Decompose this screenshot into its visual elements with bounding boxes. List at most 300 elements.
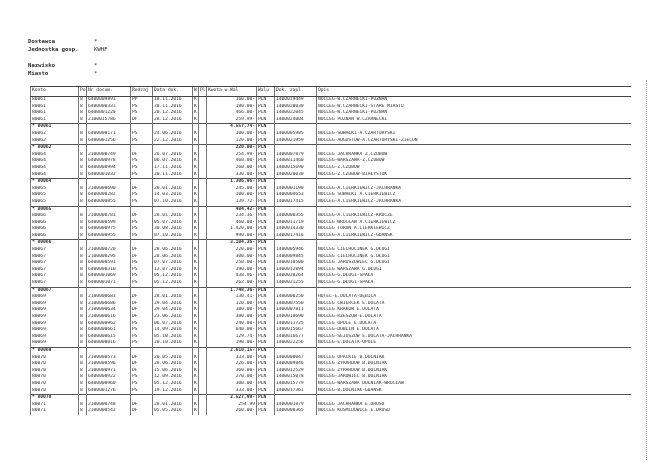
table-cell: NOCLEG ČWIERCEK E.DOLATA xyxy=(317,301,631,308)
table-cell: 1400009846 xyxy=(275,361,317,368)
table-cell: 1400020030 xyxy=(275,104,317,111)
table-cell: 8 xyxy=(79,110,87,117)
table-cell: 6400000978 xyxy=(87,158,131,165)
table-cell: 2100000295 xyxy=(87,254,131,261)
table-cell: 2100000542 xyxy=(87,408,131,415)
table-cell: NOCLEG-JAROWIEC B.DOLNIAK xyxy=(317,374,631,381)
table-cell: PLN xyxy=(257,104,275,111)
table-cell: 80070 xyxy=(31,368,79,375)
table-cell: 1400024004 xyxy=(275,117,317,124)
table-cell: 6400000960 xyxy=(87,381,131,388)
table-cell xyxy=(199,273,207,280)
table-cell: 6400000975 xyxy=(87,226,131,233)
table-cell: PLN xyxy=(257,124,275,131)
table-cell: 8 xyxy=(79,327,87,334)
table-cell xyxy=(199,240,207,247)
table-cell: 13.07.2016 xyxy=(153,267,193,274)
ledger-table xyxy=(30,86,631,415)
table-cell: 8 xyxy=(79,199,87,206)
table-cell: 2100000596 xyxy=(87,361,131,368)
table-cell: NOCLEG-Z.CZUBOW-BIAŁYSTOK xyxy=(317,172,631,179)
table-cell: 1400011719 xyxy=(275,220,317,227)
table-cell: 380.00- xyxy=(207,307,257,314)
table-cell xyxy=(199,152,207,159)
table-cell: 8 xyxy=(79,213,87,220)
table-cell: PS xyxy=(131,233,153,240)
table-cell: PLN xyxy=(257,172,275,179)
table-row xyxy=(31,402,631,409)
table-cell xyxy=(131,124,153,131)
table-cell: PLN xyxy=(257,402,275,409)
table-cell: DF xyxy=(131,152,153,159)
table-cell: * 80065 xyxy=(31,206,79,213)
table-cell: 333.00- xyxy=(207,388,257,395)
table-cell: NOCLEG TORUŃ A.CIERKIEWICZ xyxy=(317,226,631,233)
table-cell: 80064 xyxy=(31,165,79,172)
table-cell: 139.72- xyxy=(207,199,257,206)
table-cell: 80064 xyxy=(31,172,79,179)
table-cell: 990.00- xyxy=(207,233,257,240)
table-cell: DF xyxy=(131,213,153,220)
table-cell: NOCLEG SUWAŁKI A.CIERKIEWICZ xyxy=(317,192,631,199)
table-cell: 2100000683 xyxy=(87,294,131,301)
subtotal-row xyxy=(31,240,631,247)
table-cell xyxy=(199,165,207,172)
header-field-label: Dostawca xyxy=(28,39,55,45)
table-cell xyxy=(275,124,317,131)
table-cell xyxy=(153,145,193,152)
table-row xyxy=(31,267,631,274)
table-cell: 100.00- xyxy=(207,131,257,138)
table-cell: K xyxy=(194,219,197,225)
table-row xyxy=(31,213,631,220)
table-cell xyxy=(199,301,207,308)
table-cell: 1400007550 xyxy=(275,301,317,308)
table-cell xyxy=(153,124,193,131)
table-cell: DF xyxy=(131,368,153,375)
table-cell: K xyxy=(193,280,199,287)
table-cell: 130.41- xyxy=(207,294,257,301)
table-cell: PLN xyxy=(257,368,275,375)
table-cell: 1400017415 xyxy=(275,199,317,206)
table-cell: 8 xyxy=(79,152,87,159)
table-cell: NOCLEG-DOBLIN E.DOLATA xyxy=(317,327,631,334)
table-cell: 220.00- xyxy=(207,247,257,254)
table-cell: 8 xyxy=(79,117,87,124)
table-row xyxy=(31,220,631,227)
table-cell: K xyxy=(194,354,197,360)
table-cell: 1400000355 xyxy=(275,213,317,220)
table-cell: PLN xyxy=(257,347,275,354)
table-cell xyxy=(199,138,207,145)
table-cell: 1400016677 xyxy=(275,334,317,341)
table-cell: 8 xyxy=(79,334,87,341)
table-cell xyxy=(199,213,207,220)
table-cell: 1400017361 xyxy=(275,388,317,395)
table-row xyxy=(31,233,631,240)
header-field-value: * xyxy=(94,63,98,69)
table-row xyxy=(31,152,631,159)
table-cell xyxy=(275,179,317,186)
table-cell xyxy=(275,206,317,213)
table-cell: 8 xyxy=(79,374,87,381)
table-cell: 80062 xyxy=(31,131,79,138)
table-cell: 28.01.2016 xyxy=(153,213,193,220)
table-cell: NOCLEG-W.CZARNECKI-STARE MIASTO xyxy=(317,104,631,111)
table-cell: PLN xyxy=(257,321,275,328)
table-cell: 6400000816 xyxy=(87,340,131,347)
table-cell: 1400015779 xyxy=(275,381,317,388)
table-cell: 1400007879 xyxy=(275,152,317,159)
table-cell xyxy=(79,240,87,247)
table-cell: 8 xyxy=(79,314,87,321)
table-cell: DF xyxy=(131,314,153,321)
table-cell: 8 xyxy=(79,307,87,314)
table-cell: DF xyxy=(131,294,153,301)
table-cell: PLN xyxy=(257,158,275,165)
table-cell: K xyxy=(194,367,197,373)
table-cell xyxy=(199,226,207,233)
table-cell xyxy=(199,307,207,314)
table-cell xyxy=(317,347,631,354)
table-cell: PS xyxy=(131,110,153,117)
table-cell xyxy=(87,179,131,186)
table-row xyxy=(31,314,631,321)
table-cell: PLN xyxy=(257,395,275,402)
table-cell: 8 xyxy=(79,402,87,409)
table-cell xyxy=(199,199,207,206)
table-cell: 6400000171 xyxy=(87,131,131,138)
table-cell: DF xyxy=(131,301,153,308)
table-cell: 1.748,36- xyxy=(207,287,257,294)
table-cell: 460.00- xyxy=(207,158,257,165)
table-cell: 4.557,74- xyxy=(207,124,257,131)
table-row xyxy=(31,104,631,111)
table-cell: PLN xyxy=(257,206,275,213)
table-cell: 1400019449 xyxy=(275,97,317,104)
column-header: Kwota w Wal xyxy=(207,87,257,97)
table-cell: 1400022256 xyxy=(275,340,317,347)
table-cell: 80070 xyxy=(31,381,79,388)
table-cell: 07.07.2016 xyxy=(153,260,193,267)
table-cell: 1400014330 xyxy=(275,226,317,233)
table-cell: 8 xyxy=(79,186,87,193)
subtotal-row xyxy=(31,124,631,131)
table-cell: 1400001879 xyxy=(275,402,317,409)
table-header-row xyxy=(31,87,631,97)
table-cell: 1400020030 xyxy=(275,172,317,179)
table-cell: PLN xyxy=(257,131,275,138)
table-cell: DF xyxy=(131,186,153,193)
table-cell: 20.05.2016 xyxy=(153,355,193,362)
table-cell: 8 xyxy=(79,138,87,145)
table-cell: 14.09.2016 xyxy=(153,327,193,334)
table-cell: 05.12.2016 xyxy=(153,280,193,287)
table-cell: NOCLEG JAROSZOWIEC G.DŁUGI xyxy=(317,260,631,267)
table-cell: PLN xyxy=(257,179,275,186)
table-cell xyxy=(87,145,131,152)
table-cell: NOCLEG CIECHOCINEK G.DŁUGI xyxy=(317,247,631,254)
table-cell: PLN xyxy=(257,152,275,159)
page-edge xyxy=(643,80,647,460)
table-cell: 23.06.2016 xyxy=(153,314,193,321)
table-cell xyxy=(87,347,131,354)
table-cell: 30.08.2016 xyxy=(153,226,193,233)
table-cell: K xyxy=(194,164,197,170)
table-cell: PS xyxy=(131,104,153,111)
table-cell: 28.06.2016 xyxy=(153,247,193,254)
table-row xyxy=(31,199,631,206)
table-cell xyxy=(79,124,87,131)
table-cell: DF xyxy=(131,254,153,261)
table-cell: PLN xyxy=(257,294,275,301)
table-cell: DF xyxy=(131,247,153,254)
table-row xyxy=(31,192,631,199)
table-cell: * 80067 xyxy=(31,287,79,294)
table-cell: 6400001071 xyxy=(87,280,131,287)
table-row xyxy=(31,131,631,138)
table-cell xyxy=(199,110,207,117)
table-cell: 80061 xyxy=(31,104,79,111)
subtotal-row xyxy=(31,347,631,354)
table-cell: K xyxy=(194,300,197,306)
table-cell: 80069 xyxy=(31,340,79,347)
subtotal-row xyxy=(31,206,631,213)
table-cell: PS xyxy=(131,273,153,280)
table-cell: PLN xyxy=(257,388,275,395)
table-cell: PLN xyxy=(257,355,275,362)
table-cell: 28.01.2016 xyxy=(153,294,193,301)
table-cell: K xyxy=(194,103,197,109)
table-cell xyxy=(131,240,153,247)
table-cell: 80070 xyxy=(31,374,79,381)
table-cell: DF xyxy=(131,117,153,124)
table-cell: 8 xyxy=(79,340,87,347)
table-cell: 6400000310 xyxy=(87,267,131,274)
table-cell: PLN xyxy=(257,260,275,267)
table-cell: PS xyxy=(131,321,153,328)
table-cell xyxy=(317,206,631,213)
table-cell: 80069 xyxy=(31,321,79,328)
table-row xyxy=(31,172,631,179)
table-cell: 80070 xyxy=(31,361,79,368)
table-cell: PS xyxy=(131,131,153,138)
table-cell: 8 xyxy=(79,388,87,395)
column-header: Dok. zapl. xyxy=(275,87,317,97)
table-cell: 1400017416 xyxy=(275,233,317,240)
table-cell: NOCLEG-RZESZÓW-E.DOLATA xyxy=(317,314,631,321)
table-cell xyxy=(275,347,317,354)
table-cell: PLN xyxy=(257,138,275,145)
table-cell: PLN xyxy=(257,408,275,415)
table-row xyxy=(31,247,631,254)
table-cell: K xyxy=(194,327,197,333)
table-cell: PS xyxy=(131,199,153,206)
table-cell: K xyxy=(194,307,197,313)
table-cell: NOCLEG-W.CZARNECKI-POZNAŃ xyxy=(317,110,631,117)
table-cell: K xyxy=(194,151,197,157)
table-cell: NOCLEG JACHRANKA E.DRUSD xyxy=(317,402,631,409)
table-cell: K xyxy=(194,401,197,407)
table-cell: 484,42- xyxy=(207,206,257,213)
table-row xyxy=(31,388,631,395)
table-cell xyxy=(199,408,207,415)
table-cell: 1400021959 xyxy=(275,138,317,145)
table-cell: 10.11.2016 xyxy=(153,97,193,104)
table-cell: 245.00- xyxy=(207,186,257,193)
table-cell: 05.12.2016 xyxy=(153,273,193,280)
header-field xyxy=(28,54,94,62)
table-cell: NOCLEG-SEJOSZÓW E.DOLATA-JACHRANKA xyxy=(317,334,631,341)
header-field-label: Nazwisko xyxy=(28,63,55,69)
table-cell: 6400000615 xyxy=(87,334,131,341)
table-row xyxy=(31,186,631,193)
table-cell xyxy=(275,287,317,294)
table-cell: 6400001220 xyxy=(87,110,131,117)
table-cell: 8 xyxy=(79,104,87,111)
table-cell: 20.01.2016 xyxy=(153,186,193,193)
table-cell: NOCLEG-B.DOLNIAK-GDAŃSK xyxy=(317,388,631,395)
table-cell: 80066 xyxy=(31,213,79,220)
table-cell xyxy=(199,334,207,341)
table-row xyxy=(31,260,631,267)
table-cell: PS xyxy=(131,172,153,179)
table-cell xyxy=(153,206,193,213)
table-cell: PLN xyxy=(257,117,275,124)
table-cell: 8 xyxy=(79,165,87,172)
table-cell xyxy=(199,388,207,395)
table-cell: 80071 xyxy=(31,408,79,415)
table-cell: 260.00- xyxy=(207,165,257,172)
table-cell: 24.06.2016 xyxy=(153,131,193,138)
table-cell xyxy=(153,287,193,294)
table-cell: 80069 xyxy=(31,327,79,334)
table-cell xyxy=(79,395,87,402)
header-field xyxy=(28,38,97,46)
table-cell xyxy=(153,347,193,354)
table-cell: 8 xyxy=(79,131,87,138)
table-cell: 06.07.2016 xyxy=(153,158,193,165)
table-row xyxy=(31,110,631,117)
table-cell: NOCLEG-E.DOLATA-OPOLE xyxy=(317,340,631,347)
table-cell: K xyxy=(194,294,197,300)
table-cell: 6400001256 xyxy=(87,138,131,145)
table-cell: 2100000573 xyxy=(87,355,131,362)
table-cell: PLN xyxy=(257,334,275,341)
table-cell: K xyxy=(193,138,199,145)
table-cell: 80067 xyxy=(31,260,79,267)
table-cell: 80061 xyxy=(31,97,79,104)
table-cell xyxy=(199,145,207,152)
table-cell xyxy=(131,179,153,186)
table-cell: PLN xyxy=(257,361,275,368)
table-cell: 07.10.2016 xyxy=(153,233,193,240)
table-cell: K xyxy=(194,226,197,232)
column-header: Data dok. xyxy=(153,87,193,97)
table-cell: PLN xyxy=(257,165,275,172)
column-header: Nr docum. xyxy=(87,87,131,97)
table-cell: 254.99- xyxy=(207,152,257,159)
table-cell: * 80070 xyxy=(31,395,79,402)
table-row xyxy=(31,381,631,388)
table-row xyxy=(31,307,631,314)
table-cell xyxy=(87,206,131,213)
table-cell xyxy=(199,104,207,111)
table-cell: PLN xyxy=(257,301,275,308)
table-cell: NOCLEG WARSZAWA G.DŁUGI xyxy=(317,267,631,274)
table-cell xyxy=(131,395,153,402)
table-cell xyxy=(79,206,87,213)
table-cell: 8 xyxy=(79,355,87,362)
table-cell: 6400001032 xyxy=(87,172,131,179)
table-cell xyxy=(199,347,207,354)
table-cell: 80067 xyxy=(31,267,79,274)
table-cell: 1.306,96- xyxy=(207,179,257,186)
table-cell: NOCLEG POZNAŃ W.CZARNECKI xyxy=(317,117,631,124)
table-cell xyxy=(199,314,207,321)
table-cell: PS xyxy=(131,388,153,395)
table-cell: DF xyxy=(131,355,153,362)
table-row xyxy=(31,355,631,362)
table-cell: K xyxy=(194,185,197,191)
table-cell: 80070 xyxy=(31,355,79,362)
table-cell: PS xyxy=(131,260,153,267)
table-cell: NOCLEG KRAKÓW E.DOLATA xyxy=(317,307,631,314)
table-cell: 05.07.2016 xyxy=(153,220,193,227)
table-cell: PLN xyxy=(257,192,275,199)
table-cell: 2100000748 xyxy=(87,402,131,409)
table-cell: 466.00- xyxy=(207,110,257,117)
table-cell: 8 xyxy=(79,408,87,415)
table-cell: * 80066 xyxy=(31,240,79,247)
table-cell: 262.00- xyxy=(207,280,257,287)
table-cell xyxy=(275,240,317,247)
table-cell: 1400007811 xyxy=(275,307,317,314)
table-cell: 1400004653 xyxy=(275,192,317,199)
table-cell: 80069 xyxy=(31,294,79,301)
table-cell xyxy=(199,294,207,301)
table-cell: 8 xyxy=(79,226,87,233)
header-field xyxy=(28,62,97,70)
table-cell: 2100000686 xyxy=(87,301,131,308)
table-cell: PS xyxy=(131,165,153,172)
table-cell: 80061 xyxy=(31,117,79,124)
table-cell: 8 xyxy=(79,254,87,261)
table-cell: 6400000599 xyxy=(87,220,131,227)
table-cell: PS xyxy=(131,220,153,227)
table-cell xyxy=(199,368,207,375)
table-cell xyxy=(87,240,131,247)
table-cell: 1400020264 xyxy=(275,273,317,280)
table-cell: K xyxy=(193,233,199,240)
table-cell: 2100000616 xyxy=(87,314,131,321)
table-cell: PS xyxy=(131,158,153,165)
table-cell xyxy=(199,280,207,287)
table-cell: PS xyxy=(131,138,153,145)
table-cell xyxy=(199,340,207,347)
table-cell xyxy=(199,361,207,368)
table-cell: 80067 xyxy=(31,247,79,254)
table-cell: PS xyxy=(131,327,153,334)
table-cell: 1400015078 xyxy=(275,374,317,381)
table-cell: K xyxy=(194,253,197,259)
table-cell xyxy=(131,287,153,294)
table-cell: NOCLEG-A.CIERKIEWICZ-KRUCZE xyxy=(317,213,631,220)
table-cell: PLN xyxy=(257,280,275,287)
table-body xyxy=(31,97,631,415)
table-cell: 6400000955 xyxy=(87,233,131,240)
table-cell: 180.00- xyxy=(207,104,257,111)
